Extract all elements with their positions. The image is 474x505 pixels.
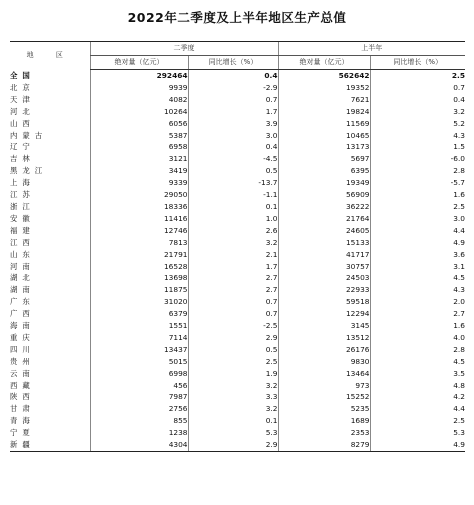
h1-value-cell: 2353 (278, 427, 370, 439)
q2-group-header: 二季度 (90, 42, 278, 56)
h1-value-cell: 562642 (278, 70, 370, 82)
q2-value-cell: 5387 (90, 130, 188, 142)
q2-value-cell: 6056 (90, 118, 188, 130)
q2-value-cell: 11416 (90, 213, 188, 225)
q2-value-cell: 13437 (90, 344, 188, 356)
table-body (10, 70, 465, 452)
h1-value-cell: 19824 (278, 106, 370, 118)
h1-value-cell: 973 (278, 380, 370, 392)
region-cell: 山西 (10, 118, 35, 128)
q2-growth-cell: 5.3 (188, 427, 278, 439)
h1-value-cell: 36222 (278, 201, 370, 213)
h1-value-cell: 15252 (278, 391, 370, 403)
q2-growth-cell: 2.6 (188, 225, 278, 237)
q2-value-cell: 3121 (90, 153, 188, 165)
table-row (10, 272, 465, 284)
table-row (10, 403, 465, 415)
h1-value-cell: 19352 (278, 82, 370, 94)
h1-growth-cell: 0.7 (370, 82, 465, 94)
region-cell: 西藏 (10, 380, 35, 390)
h1-growth-cell: 4.9 (370, 439, 465, 451)
region-cell: 江苏 (10, 190, 35, 200)
region-cell: 河南 (10, 261, 35, 271)
q2-value-cell: 9939 (90, 82, 188, 94)
h1-growth-cell: 3.2 (370, 106, 465, 118)
q2-growth-cell: 0.1 (188, 415, 278, 427)
h1-growth-cell: 4.5 (370, 272, 465, 284)
h1-value-cell: 6395 (278, 165, 370, 177)
h1-value-cell: 13464 (278, 368, 370, 380)
h1-value-cell: 7621 (278, 94, 370, 106)
region-cell: 广东 (10, 297, 35, 307)
region-cell: 河北 (10, 106, 35, 116)
h1-growth-cell: 2.5 (370, 70, 465, 82)
h1-growth-cell: 5.2 (370, 118, 465, 130)
table-row (10, 189, 465, 201)
table-row (10, 427, 465, 439)
gdp-table (10, 41, 465, 452)
table-row (10, 153, 465, 165)
h1-value-cell: 13512 (278, 332, 370, 344)
q2-growth-cell: 3.3 (188, 391, 278, 403)
table-row (10, 201, 465, 213)
q2-value-cell: 1551 (90, 320, 188, 332)
q2-value-cell: 10264 (90, 106, 188, 118)
region-cell: 内蒙古 (10, 130, 48, 140)
q2-value-cell: 292464 (90, 70, 188, 82)
table-row (10, 70, 465, 82)
region-cell: 新疆 (10, 439, 90, 451)
q2-value-cell: 2756 (90, 403, 188, 415)
region-cell: 上海 (10, 178, 35, 188)
h1-value-cell: 24605 (278, 225, 370, 237)
h1-value-cell: 19349 (278, 177, 370, 189)
q2-growth-cell: -1.1 (188, 189, 278, 201)
h1-growth-cell: 4.4 (370, 225, 465, 237)
region-cell: 天津 (10, 94, 35, 104)
h1-growth-cell: 2.7 (370, 308, 465, 320)
table-row (10, 356, 465, 368)
q2-value-cell: 16528 (90, 261, 188, 273)
h1-group-header: 上半年 (278, 42, 465, 56)
h1-value-cell: 12294 (278, 308, 370, 320)
q2-growth-cell: 0.4 (188, 141, 278, 153)
q2-growth-cell: 0.5 (188, 344, 278, 356)
page-title: 2022年二季度及上半年地区生产总值 (127, 10, 347, 25)
table-row (10, 82, 465, 94)
h1-value-cell: 22933 (278, 284, 370, 296)
table-row (10, 439, 465, 451)
h1-value-cell: 11569 (278, 118, 370, 130)
h1-value-cell: 5235 (278, 403, 370, 415)
q2-growth-cell: 3.0 (188, 130, 278, 142)
region-cell: 陕西 (10, 392, 35, 402)
h1-growth-cell: 3.1 (370, 261, 465, 273)
h1-value-header: 绝对量（亿元） (278, 56, 370, 70)
h1-value-cell: 9830 (278, 356, 370, 368)
h1-value-cell: 30757 (278, 261, 370, 273)
q2-growth-cell: 2.9 (188, 439, 278, 451)
q2-growth-cell: 3.2 (188, 237, 278, 249)
table-row (10, 94, 465, 106)
q2-growth-cell: 0.1 (188, 201, 278, 213)
h1-value-cell: 56909 (278, 189, 370, 201)
table-row (10, 225, 465, 237)
region-cell: 北京 (10, 82, 35, 92)
h1-growth-cell: 4.0 (370, 332, 465, 344)
region-cell: 海南 (10, 321, 35, 331)
q2-growth-cell: 2.5 (188, 356, 278, 368)
q2-growth-header: 同比增长（%） (188, 56, 278, 70)
q2-growth-cell: 0.7 (188, 296, 278, 308)
q2-value-cell: 9339 (90, 177, 188, 189)
h1-growth-cell: 4.5 (370, 356, 465, 368)
q2-growth-cell: 2.1 (188, 249, 278, 261)
table-row (10, 368, 465, 380)
q2-value-cell: 4304 (90, 439, 188, 451)
q2-growth-cell: 2.7 (188, 284, 278, 296)
q2-growth-cell: -4.5 (188, 153, 278, 165)
h1-growth-cell: 3.6 (370, 249, 465, 261)
region-cell: 吉林 (10, 154, 35, 164)
table-row (10, 141, 465, 153)
table-row (10, 249, 465, 261)
q2-value-cell: 13698 (90, 272, 188, 284)
region-cell: 安徽 (10, 213, 35, 223)
q2-growth-cell: 1.0 (188, 213, 278, 225)
table-row (10, 130, 465, 142)
q2-growth-cell: 0.7 (188, 308, 278, 320)
h1-growth-cell: 4.3 (370, 130, 465, 142)
h1-growth-cell: 2.8 (370, 165, 465, 177)
q2-value-cell: 11875 (90, 284, 188, 296)
q2-growth-cell: 3.9 (188, 118, 278, 130)
region-cell: 四川 (10, 344, 35, 354)
q2-growth-cell: 0.5 (188, 165, 278, 177)
q2-growth-cell: 3.2 (188, 380, 278, 392)
h1-growth-cell: 4.4 (370, 403, 465, 415)
h1-growth-cell: 4.3 (370, 284, 465, 296)
q2-value-cell: 6998 (90, 368, 188, 380)
table-row (10, 308, 465, 320)
q2-value-cell: 29050 (90, 189, 188, 201)
q2-value-cell: 21791 (90, 249, 188, 261)
region-header: 地 区 (10, 42, 90, 70)
q2-growth-cell: 0.4 (188, 70, 278, 82)
h1-growth-cell: 3.5 (370, 368, 465, 380)
q2-value-cell: 7987 (90, 391, 188, 403)
h1-growth-header: 同比增长（%） (370, 56, 465, 70)
region-cell: 贵州 (10, 356, 35, 366)
q2-growth-cell: 1.7 (188, 261, 278, 273)
h1-growth-cell: 3.0 (370, 213, 465, 225)
table-row (10, 165, 465, 177)
h1-value-cell: 10465 (278, 130, 370, 142)
h1-value-cell: 41717 (278, 249, 370, 261)
h1-growth-cell: 1.6 (370, 320, 465, 332)
region-cell: 湖南 (10, 285, 35, 295)
q2-value-cell: 5015 (90, 356, 188, 368)
q2-value-cell: 7114 (90, 332, 188, 344)
region-cell: 广西 (10, 309, 35, 319)
region-cell: 辽宁 (10, 142, 35, 152)
h1-growth-cell: 4.8 (370, 380, 465, 392)
h1-value-cell: 15133 (278, 237, 370, 249)
q2-growth-cell: 1.9 (188, 368, 278, 380)
region-cell: 福建 (10, 225, 35, 235)
q2-value-cell: 18336 (90, 201, 188, 213)
region-cell: 浙江 (10, 201, 35, 211)
table-row (10, 118, 465, 130)
h1-growth-cell: 4.2 (370, 391, 465, 403)
table-row (10, 237, 465, 249)
h1-value-cell: 13173 (278, 141, 370, 153)
region-cell: 青海 (10, 416, 35, 426)
q2-value-cell: 12746 (90, 225, 188, 237)
region-cell: 山东 (10, 249, 35, 259)
table-row (10, 391, 465, 403)
q2-value-cell: 6379 (90, 308, 188, 320)
region-cell: 江西 (10, 237, 35, 247)
table-row (10, 213, 465, 225)
table-row (10, 284, 465, 296)
q2-growth-cell: 2.7 (188, 272, 278, 284)
table-row (10, 261, 465, 273)
region-cell: 全国 (10, 70, 35, 80)
region-cell: 重庆 (10, 332, 35, 342)
q2-value-cell: 1238 (90, 427, 188, 439)
q2-growth-cell: 3.2 (188, 403, 278, 415)
table-row (10, 320, 465, 332)
h1-growth-cell: 2.0 (370, 296, 465, 308)
h1-growth-cell: 0.4 (370, 94, 465, 106)
table-row (10, 344, 465, 356)
table-row (10, 415, 465, 427)
h1-value-cell: 26176 (278, 344, 370, 356)
h1-value-cell: 5697 (278, 153, 370, 165)
h1-growth-cell: -5.7 (370, 177, 465, 189)
h1-value-cell: 24503 (278, 272, 370, 284)
q2-value-cell: 4082 (90, 94, 188, 106)
h1-growth-cell: 4.9 (370, 237, 465, 249)
q2-growth-cell: 1.7 (188, 106, 278, 118)
h1-growth-cell: 1.5 (370, 141, 465, 153)
h1-value-cell: 1689 (278, 415, 370, 427)
q2-growth-cell: -2.5 (188, 320, 278, 332)
q2-value-header: 绝对量（亿元） (90, 56, 188, 70)
h1-growth-cell: 1.6 (370, 189, 465, 201)
region-cell: 甘肃 (10, 404, 35, 414)
q2-growth-cell: -13.7 (188, 177, 278, 189)
region-cell: 宁夏 (10, 428, 35, 438)
table-row (10, 380, 465, 392)
q2-value-cell: 6958 (90, 141, 188, 153)
region-cell: 湖北 (10, 273, 35, 283)
table-row (10, 177, 465, 189)
q2-value-cell: 7813 (90, 237, 188, 249)
region-cell: 黑龙江 (10, 166, 48, 176)
h1-value-cell: 59518 (278, 296, 370, 308)
table-row (10, 296, 465, 308)
h1-growth-cell: 2.5 (370, 415, 465, 427)
h1-growth-cell: 5.3 (370, 427, 465, 439)
q2-value-cell: 3419 (90, 165, 188, 177)
table-row (10, 332, 465, 344)
q2-value-cell: 855 (90, 415, 188, 427)
table-row (10, 106, 465, 118)
q2-value-cell: 456 (90, 380, 188, 392)
h1-value-cell: 8279 (278, 439, 370, 451)
h1-value-cell: 3145 (278, 320, 370, 332)
q2-growth-cell: -2.9 (188, 82, 278, 94)
q2-growth-cell: 0.7 (188, 94, 278, 106)
h1-growth-cell: 2.5 (370, 201, 465, 213)
q2-value-cell: 31020 (90, 296, 188, 308)
h1-growth-cell: 2.8 (370, 344, 465, 356)
h1-value-cell: 21764 (278, 213, 370, 225)
region-cell: 云南 (10, 368, 35, 378)
q2-growth-cell: 2.9 (188, 332, 278, 344)
h1-growth-cell: -6.0 (370, 153, 465, 165)
